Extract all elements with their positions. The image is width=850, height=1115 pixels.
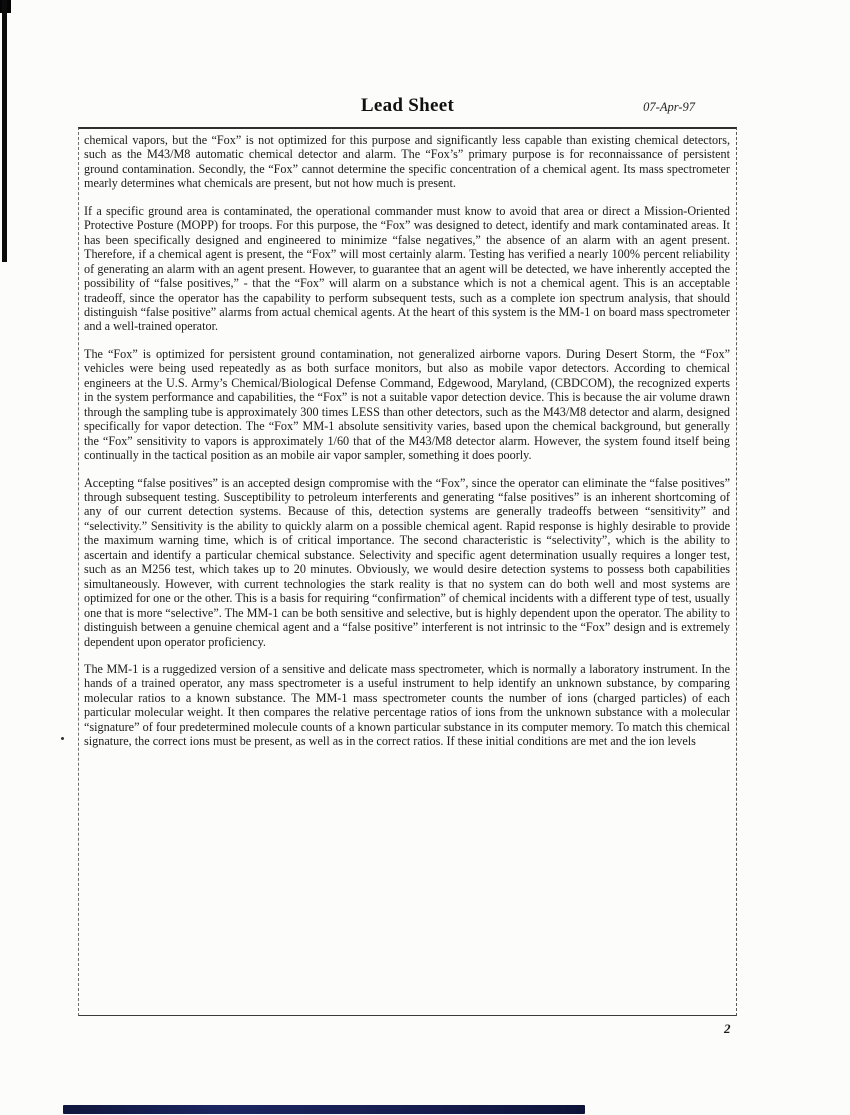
paragraph-3: The “Fox” is optimized for persistent ground contamination, not generalized airborne vapors. During Desert Storm, the “Fox” vehicles were being used repeatedly as as both surface monitors, but also as mobile vapor detectors. According to chemical engineers at the U.S. Army’s Chemical/Biological Defense Command, Edgewood, Maryland, (CBDCOM), the recognized experts in the system performance and capabilities, the “Fox” is not a suitable vapor detection device. This is because the air volume drawn through the sampling tube is approximately 300 times LESS than other detectors, such as the M43/M8 detector and alarm, designed specifically for vapor detection. The “Fox” MM-1 absolute sensitivity varies, based upon the chemical background, but generally the “Fox” sensitivity to vapors is approximately 1/60 that of the M43/M8 detector alarm. However, the system found itself being continually in the tactical position as an mobile air vapor sampler, something it does poorly.: [84, 346, 730, 463]
paragraph-2: If a specific ground area is contaminated, the operational commander must know to avoid that area or direct a Mission-Oriented Protective Posture (MOPP) for troops. For this purpose, the “Fox” was designed to detect, identify and mark contaminated areas. It has been specifically designed and engineered to minimize “false negatives,” the absence of an alarm with an agent present. Therefore, if a chemical agent is present, the “Fox” will most certainly alarm. Testing has verified a nearly 100% percent reliability of generating an alarm with an agent present. However, to guarantee that an agent will be detected, we have inherently accepted the possibility of “false positives,” - that the “Fox” will alarm on a substance which is not a chemical agent. This is an acceptable tradeoff, since the operator has the capability to perform subsequent tests, such as a complete ion spectrum analysis, that should distinguish “false positive” alarms from actual chemical agents. At the heart of this system is the MM-1 on board mass spectrometer and a well-trained operator.: [84, 203, 730, 334]
paragraph-4: Accepting “false positives” is an accepted design compromise with the “Fox”, since the operator can eliminate the “false positives” through subsequent testing. Susceptibility to petroleum interferents and generating “false positives” is an inherent shortcoming of any of our current detection systems. Because of this, detection systems are generally tradeoffs between “sensitivity” and “selectivity.” Sensitivity is the ability to quickly alarm on a possible chemical agent. Rapid response is highly desirable to provide the maximum warning time, which is of critical importance. The second characteristic is “selectivity”, which is the ability to ascertain and identify a particular chemical substance. Selectivity and specific agent determination usually requires a longer test, such as an M256 test, which takes up to 20 minutes. Obviously, we would desire detection systems to possess both capabilities simultaneously. However, with current technologies the stark reality is that no system can do both well and most systems are optimized for one or the other. This is a basis for requiring “confirmation” of chemical incidents with a different type of test, usually one that is more “selective”. The MM-1 can be both sensitive and selective, but is highly dependent upon the operator. The ability to distinguish between a genuine chemical agent and a “false positive” interferent is not intrinsic to the “Fox” design and is extremely dependent upon operator proficiency.: [84, 475, 730, 649]
document-header: [78, 95, 737, 125]
body-text-box: [78, 127, 737, 1016]
scan-artifact-left-edge-line: [2, 0, 7, 262]
page-title: Lead Sheet: [360, 95, 455, 116]
scan-artifact-stray-dot: [61, 737, 64, 740]
date-stamp: 07-Apr-97: [643, 100, 695, 114]
page-number: 2: [724, 1021, 731, 1036]
paragraph-5: The MM-1 is a ruggedized version of a sensitive and delicate mass spectrometer, which is normally a laboratory instrument. In the hands of a trained operator, any mass spectrometer is a useful instrument to help identify an unknown substance, by comparing molecular ratios to a known substance. The MM-1 mass spectrometer counts the number of ions (charged particles) of each particular molecular weight. It then compares the relative percentage ratios of ions from the unknown substance with a molecular “signature” of four predetermined molecule counts of a known particular substance in its computer memory. To match this chemical signature, the correct ions must be present, as well as in the correct ratios. If these initial conditions are met and the ion levels: [84, 661, 730, 749]
paragraph-1: chemical vapors, but the “Fox” is not optimized for this purpose and significantly less capable than existing chemical detectors, such as the M43/M8 automatic chemical detector and alarm. The “Fox’s” primary purpose is for reconnaissance of persistent ground contamination. Secondly, the “Fox” cannot determine the specific concentration of a chemical agent. Its mass spectrometer mearly determines what chemicals are present, but not how much is present.: [84, 133, 730, 191]
scan-artifact-bottom-bar: [63, 1105, 585, 1114]
